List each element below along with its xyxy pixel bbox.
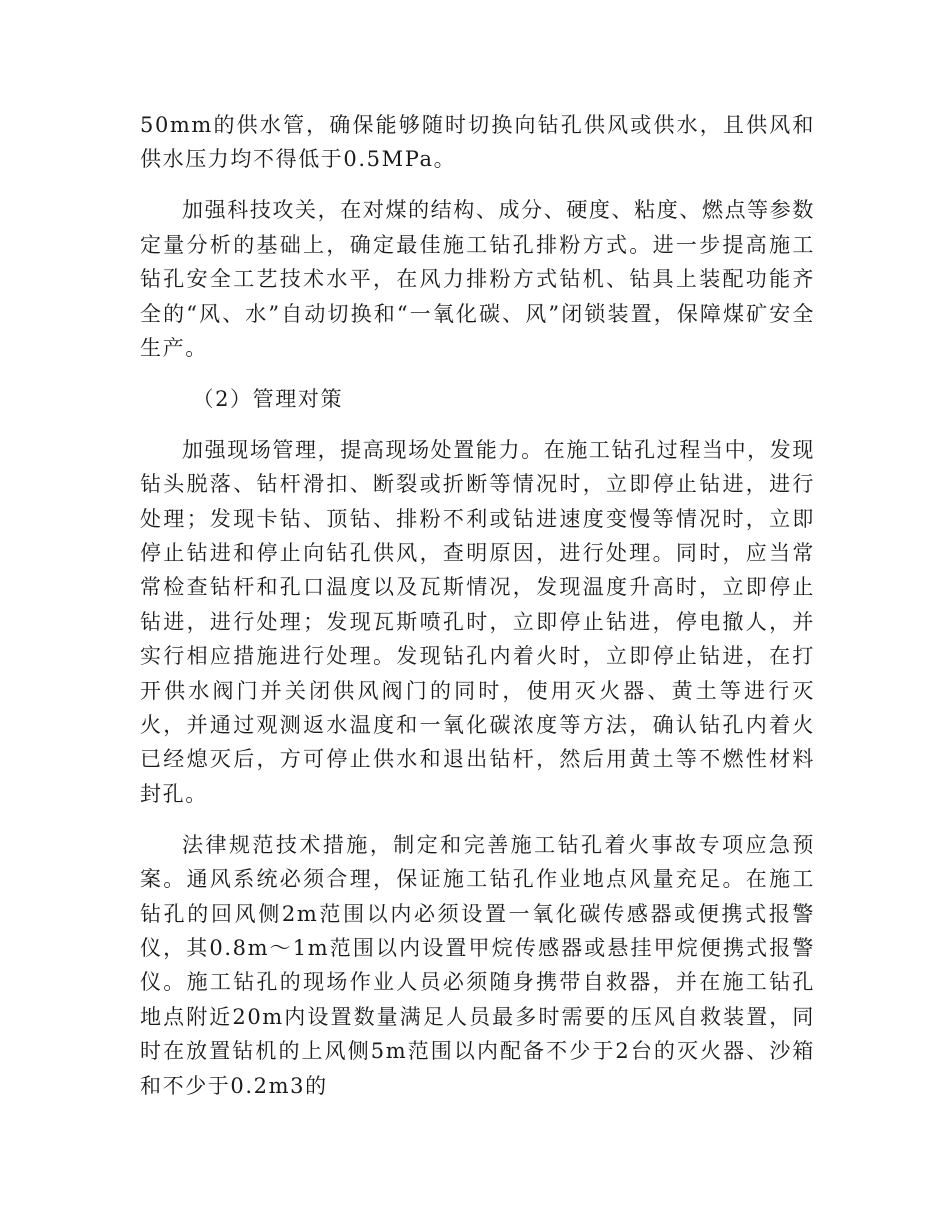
paragraph-regulatory-measures: 法律规范技术措施，制定和完善施工钻孔着火事故专项应急预案。通风系统必须合理，保证施工钻孔作业地点风量充足。在施工钻孔的回风侧2m范围以内必须设置一氧化碳传感器或便携式报警仪，其0.8m～1m范围以内设置甲烷传感器或悬挂甲烷便携式报警仪。施工钻孔的现场作业人员必须随身携带自救器，并在施工钻孔地点附近20m内设置数量满足人员最多时需要的压风自救装置，同时在放置钻机的上风侧5m范围以内配备不少于2台的灭火器、沙箱和不少于0.2m3的	[140, 832, 815, 1098]
paragraph-water-supply-continuation: 50mm的供水管，确保能够随时切换向钻孔供风或供水，且供风和供水压力均不得低于0.5MPa。	[140, 113, 815, 172]
paragraph-site-management: 加强现场管理，提高现场处置能力。在施工钻孔过程当中，发现钻头脱落、钻杆滑扣、断裂或折断等情况时，立即停止钻进，进行处理；发现卡钻、顶钻、排粉不利或钻进速度变慢等情况时，立即停止钻进和停止向钻孔供风，查明原因，进行处理。同时，应当常常检查钻杆和孔口温度以及瓦斯情况，发现温度升高时，立即停止钻进，进行处理；发现瓦斯喷孔时，立即停止钻进，停电撤人，并实行相应措施进行处理。发现钻孔内着火时，立即停止钻进，在打开供水阀门并关闭供风阀门的同时，使用灭火器、黄土等进行灭火，并通过观测返水温度和一氧化碳浓度等方法，确认钻孔内着火已经熄灭后，方可停止供水和退出钻杆，然后用黄土等不燃性材料封孔。	[140, 437, 815, 806]
section-heading-management-measures: （2）管理对策	[192, 386, 344, 411]
document-body	[140, 108, 815, 1103]
paragraph-technology-research: 加强科技攻关，在对煤的结构、成分、硬度、粘度、燃点等参数定量分析的基础上，确定最佳施工钻孔排粉方式。进一步提高施工钻孔安全工艺技术水平，在风力排粉方式钻机、钻具上装配功能齐全的“风、水”自动切换和“一氧化碳、风”闭锁装置，保障煤矿安全生产。	[140, 198, 815, 360]
